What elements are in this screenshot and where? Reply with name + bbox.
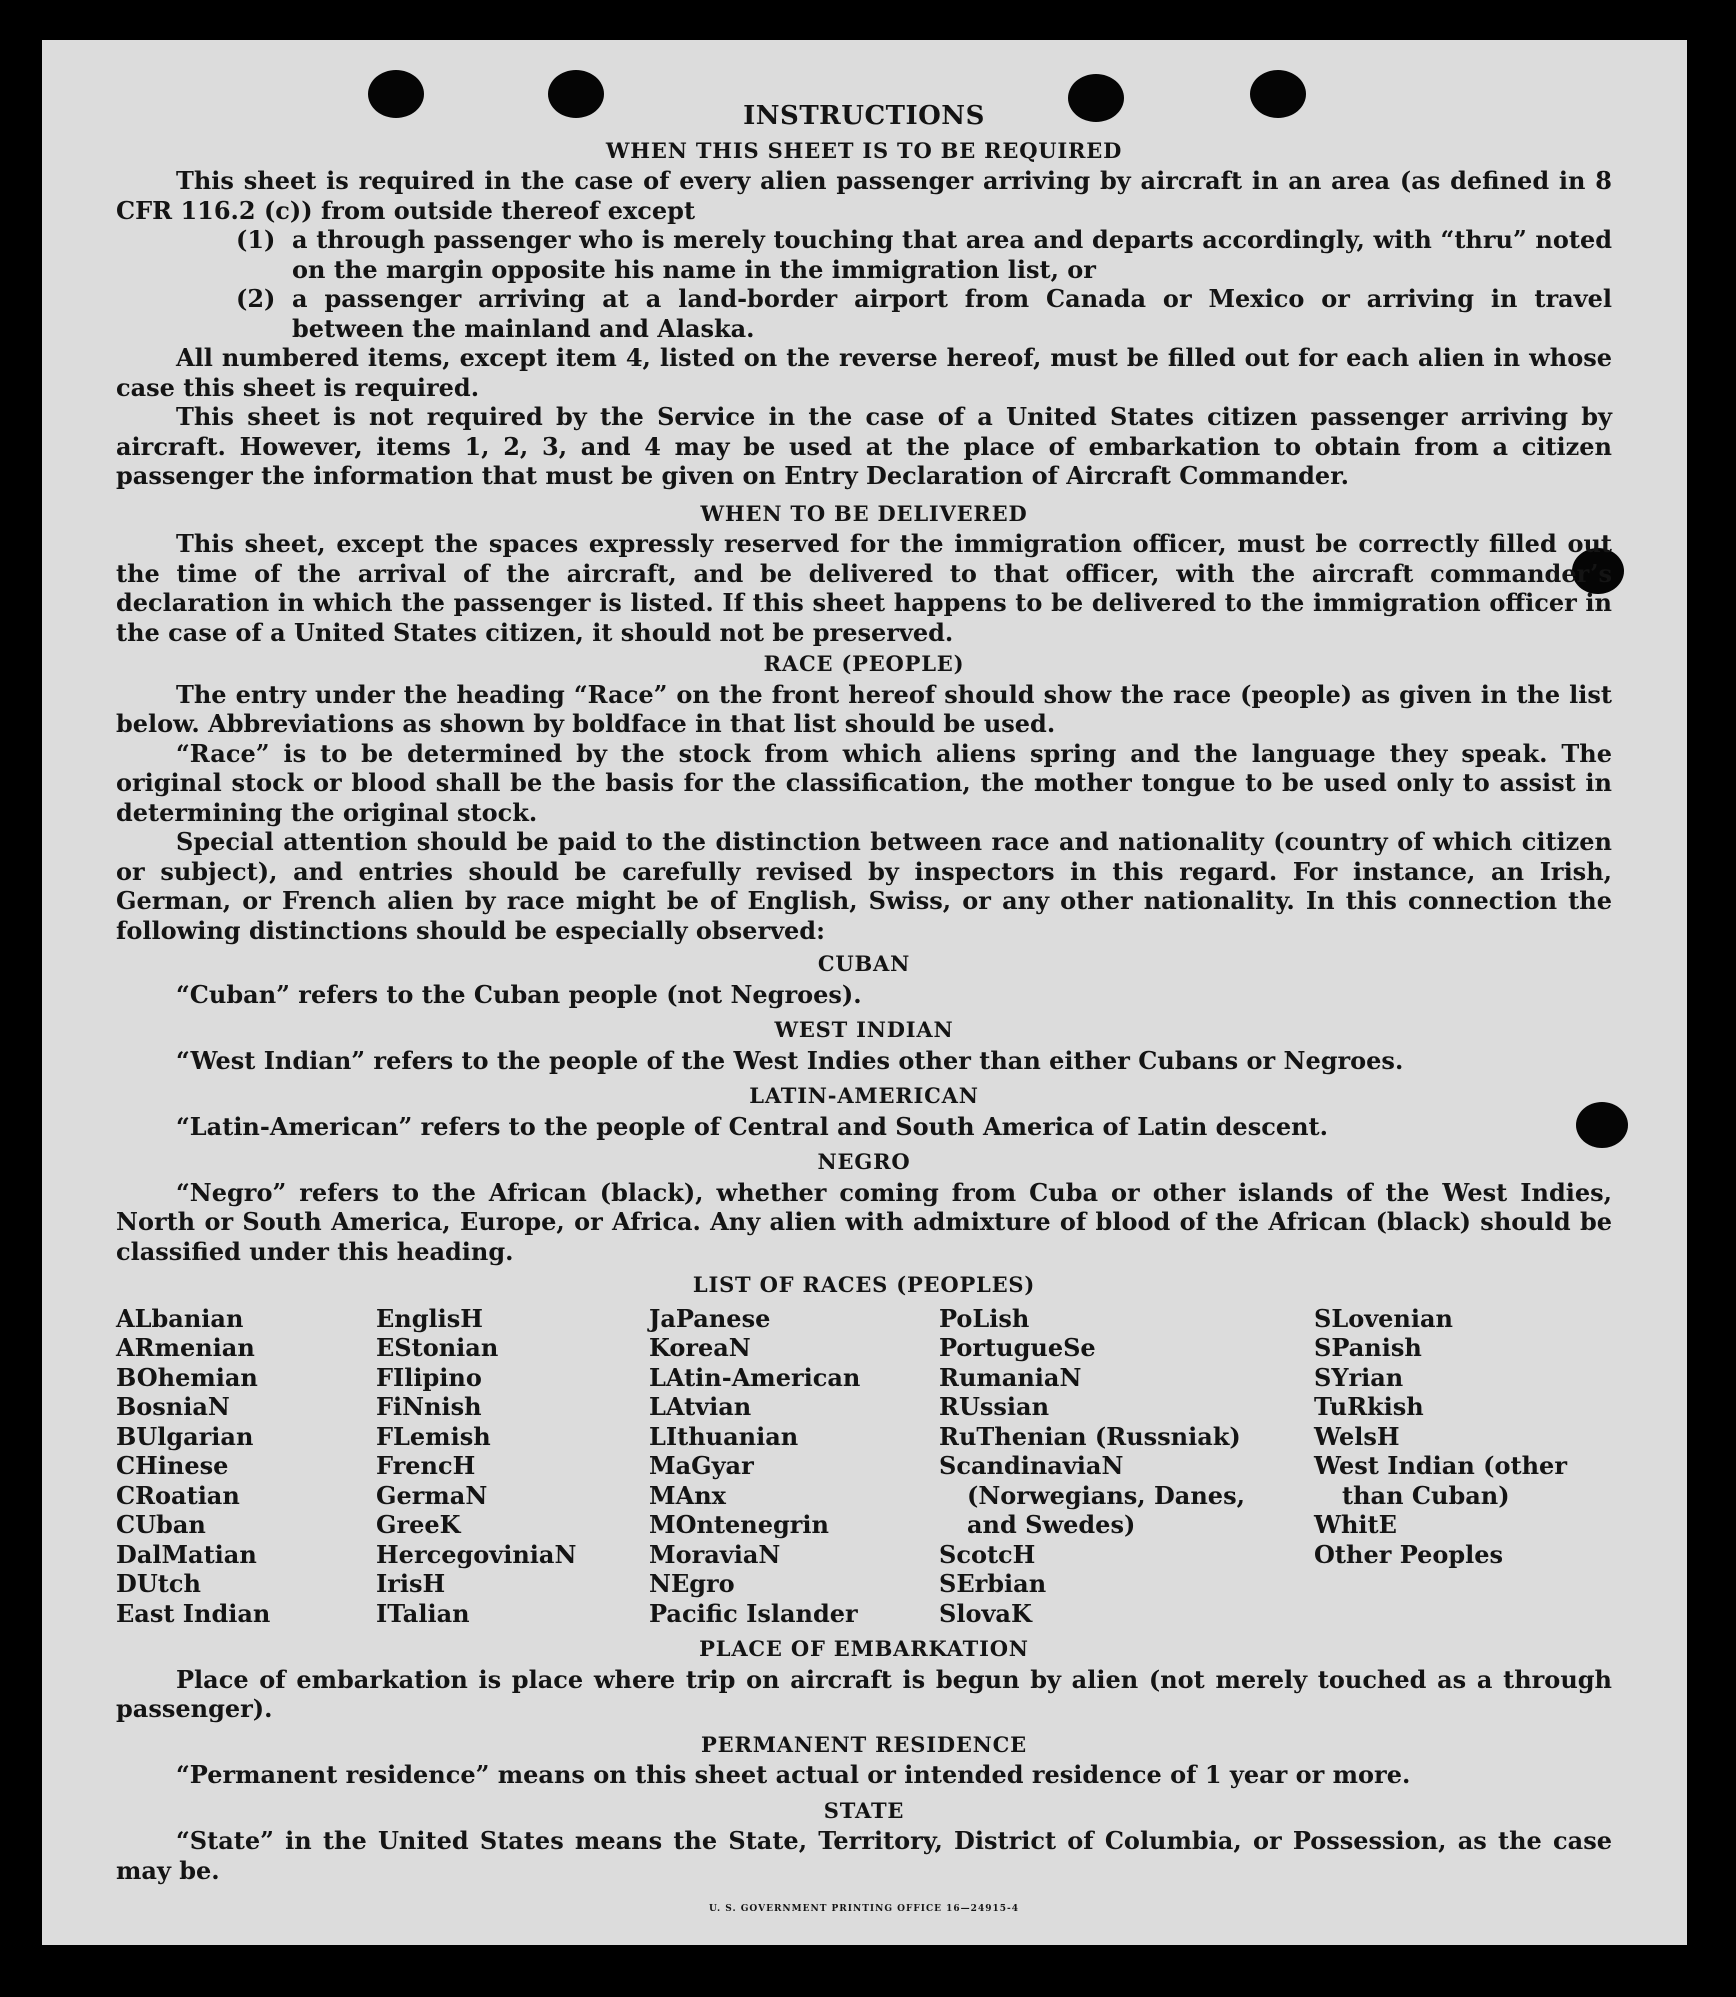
race-entry: ALbanian	[116, 1303, 244, 1333]
citizen-paragraph: This sheet is not required by the Service in the case of a United States citizen passenger arriving by aircraft. However, items 1, 2, 3, and 4 may be used at the place of embarkation to obtain from a citizen passenger the information that must be given on Entry Declaration of Aircraft Commander.	[116, 402, 1612, 490]
printer-imprint: U. S. GOVERNMENT PRINTING OFFICE 16—24915-4	[709, 1904, 1019, 1914]
race-entry: BOhemian	[116, 1362, 258, 1392]
race-entry: LAtvian	[649, 1392, 752, 1421]
race-entry: SErbian	[939, 1569, 1047, 1598]
race-entry: Other Peoples	[1314, 1539, 1504, 1569]
heading-west-indian: WEST INDIAN	[774, 1017, 954, 1042]
race-entry: SPanish	[1314, 1333, 1422, 1362]
heading-race: RACE (PEOPLE)	[763, 651, 965, 676]
exception-item-1	[236, 225, 1612, 284]
when-delivered-text: This sheet, except the spaces expressly reserved for the immigration officer, must be correctly filled out the time of the arrival of the aircraft, and be delivered to that officer, with the aircraft commander’s declaration in which the passenger is listed. If this sheet happens to be delivered to the immigration officer in the case of a United States citizen, it should not be preserved.	[116, 529, 1612, 647]
page-title: INSTRUCTIONS	[743, 101, 985, 131]
race-entry: West Indian (other than Cuban)	[1314, 1451, 1567, 1510]
race-entry: RUssian	[939, 1392, 1050, 1421]
race-column	[649, 1304, 939, 1629]
race-paragraph-1: The entry under the heading “Race” on the front hereof should show the race (people) as given in the list below. Abbreviations as shown by boldface in that list should be used.	[116, 679, 1612, 738]
embarkation-text: Place of embarkation is place where trip on aircraft is begun by alien (not merely touched as a through passenger).	[116, 1664, 1612, 1723]
west-indian-text: “West Indian” refers to the people of the West Indies other than either Cubans or Negroes.	[176, 1045, 1404, 1075]
item-text: a passenger arriving at a land-border airport from Canada or Mexico or arriving in travel between the mainland and Alaska.	[292, 284, 1612, 343]
heading-cuban: CUBAN	[817, 951, 911, 976]
race-entry: ScotcH	[939, 1539, 1036, 1569]
race-entry: CRoatian	[116, 1480, 240, 1510]
race-entry: GreeK	[376, 1510, 461, 1539]
race-entry: ScandinaviaN (Norwegians, Danes, and Swedes)	[939, 1451, 1245, 1539]
race-list	[116, 1304, 1612, 1629]
race-entry: CUban	[116, 1510, 206, 1539]
race-entry: CHinese	[116, 1451, 229, 1480]
race-entry: SlovaK	[939, 1598, 1032, 1628]
race-entry: DalMatian	[116, 1539, 257, 1569]
race-entry: BUlgarian	[116, 1421, 254, 1451]
race-entry: BosniaN	[116, 1392, 230, 1421]
item-number: (1)	[236, 225, 276, 254]
instructions-content	[116, 102, 1612, 1925]
race-paragraph-2: “Race” is to be determined by the stock from which aliens spring and the language they speak. The original stock or blood shall be the basis for the classification, the mother tongue to be used only to assist in determining the original stock.	[116, 738, 1612, 827]
race-entry: EnglisH	[376, 1303, 483, 1333]
race-entry: PortugueSe	[939, 1333, 1096, 1362]
race-entry: ITalian	[376, 1598, 470, 1628]
race-entry: KoreaN	[649, 1333, 751, 1362]
race-entry: WelsH	[1314, 1421, 1400, 1451]
race-column	[1314, 1304, 1612, 1629]
race-column	[376, 1304, 649, 1629]
exception-item-2	[236, 284, 1612, 343]
race-column	[116, 1304, 376, 1629]
race-entry: MOntenegrin	[649, 1510, 829, 1539]
race-entry: MAnx	[649, 1480, 726, 1510]
race-entry: RumaniaN	[939, 1362, 1082, 1392]
race-entry: IrisH	[376, 1569, 446, 1598]
heading-residence: PERMANENT RESIDENCE	[701, 1731, 1027, 1757]
race-column	[939, 1304, 1314, 1629]
item-text: a through passenger who is merely touching that area and departs accordingly, with “thru” noted on the margin opposite his name in the immigration list, or	[292, 225, 1612, 284]
race-entry: FIlipino	[376, 1362, 482, 1392]
cuban-text: “Cuban” refers to the Cuban people (not Negroes).	[176, 979, 862, 1009]
race-entry: DUtch	[116, 1569, 201, 1598]
heading-when-required: WHEN THIS SHEET IS TO BE REQUIRED	[605, 137, 1123, 163]
race-entry: LAtin-American	[649, 1362, 861, 1392]
heading-list-of-races: LIST OF RACES (PEOPLES)	[692, 1272, 1036, 1297]
race-entry: RuThenian (Russniak)	[939, 1421, 1241, 1451]
race-entry: Pacific Islander	[649, 1598, 858, 1628]
race-entry: HercegoviniaN	[376, 1539, 577, 1569]
state-text: “State” in the United States means the State, Territory, District of Columbia, or Possession, as the case may be.	[116, 1826, 1612, 1885]
heading-when-delivered: WHEN TO BE DELIVERED	[700, 500, 1028, 526]
heading-negro: NEGRO	[817, 1149, 911, 1174]
race-entry: ARmenian	[116, 1333, 255, 1362]
race-entry: NEgro	[649, 1569, 735, 1598]
heading-state: STATE	[823, 1797, 905, 1823]
race-entry: MaGyar	[649, 1451, 754, 1480]
race-entry: GermaN	[376, 1480, 488, 1510]
race-entry: FiNnish	[376, 1392, 482, 1421]
race-entry: LIthuanian	[649, 1421, 799, 1451]
heading-latin-american: LATIN-AMERICAN	[749, 1083, 979, 1108]
race-entry: JaPanese	[649, 1303, 771, 1333]
negro-text: “Negro” refers to the African (black), whether coming from Cuba or other islands of the West Indies, North or South America, Europe, or Africa. Any alien with admixture of blood of the African (black) should be classified under this heading.	[116, 1177, 1612, 1266]
race-paragraph-3: Special attention should be paid to the distinction between race and nationality (country of which citizen or subject), and entries should be carefully revised by inspectors in this regard. For instance, an Irish, German, or French alien by race might be of English, Swiss, or any other nationality. In this connection the following distinctions should be especially observed:	[116, 827, 1612, 945]
race-entry: FLemish	[376, 1421, 491, 1451]
heading-embarkation: PLACE OF EMBARKATION	[699, 1636, 1029, 1661]
latin-american-text: “Latin-American” refers to the people of Central and South America of Latin descent.	[176, 1111, 1328, 1141]
numbered-items-paragraph: All numbered items, except item 4, listed on the reverse hereof, must be filled out for each alien in whose case this sheet is required.	[116, 343, 1612, 402]
race-entry: WhitE	[1314, 1510, 1397, 1539]
race-entry: MoraviaN	[649, 1539, 781, 1569]
when-required-intro: This sheet is required in the case of every alien passenger arriving by aircraft in an area (as defined in 8 CFR 116.2 (c)) from outside thereof except	[116, 166, 1612, 225]
item-number: (2)	[236, 284, 276, 313]
race-entry: PoLish	[939, 1303, 1030, 1333]
race-entry: TuRkish	[1314, 1392, 1424, 1421]
race-entry: SLovenian	[1314, 1303, 1453, 1333]
race-entry: SYrian	[1314, 1362, 1404, 1392]
residence-text: “Permanent residence” means on this sheet actual or intended residence of 1 year or more.	[176, 1760, 1411, 1789]
race-entry: FrencH	[376, 1451, 476, 1480]
race-entry: EStonian	[376, 1333, 499, 1362]
race-entry: East Indian	[116, 1598, 271, 1628]
